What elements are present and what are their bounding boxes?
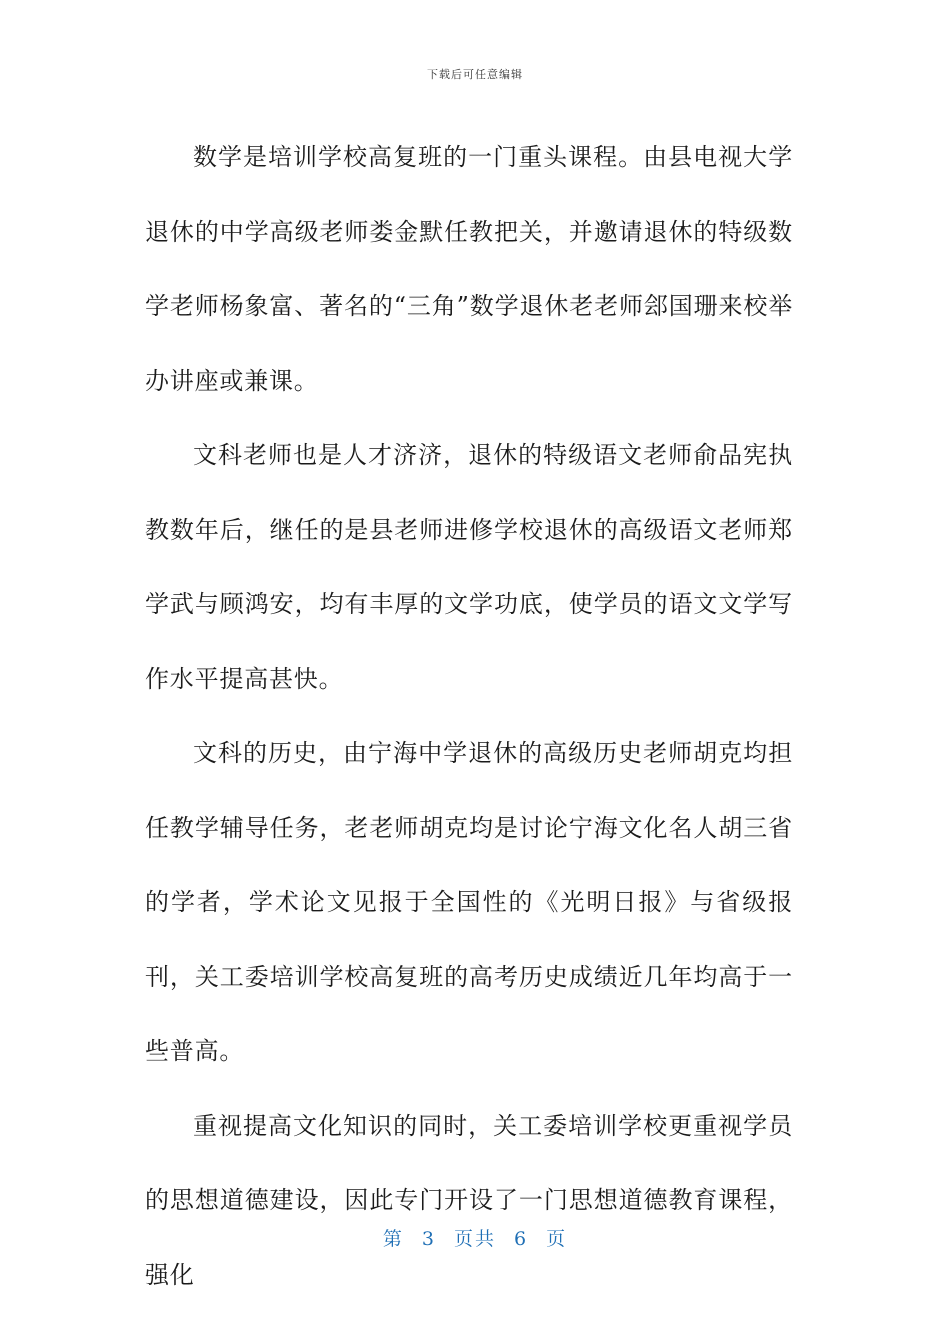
footer-middle: 页共 bbox=[453, 1228, 496, 1250]
footer-suffix: 页 bbox=[546, 1228, 568, 1250]
current-page-number: 3 bbox=[421, 1228, 436, 1250]
total-page-number: 6 bbox=[514, 1228, 529, 1250]
page-header: 下载后可任意编辑 bbox=[427, 68, 523, 81]
paragraph: 数学是培训学校高复班的一门重头课程。由县电视大学退休的中学高级老师娄金默任教把关，并邀请退休的特级数学老师杨象富、著名的“三角”数学退休老老师郐国珊来校举办讲座或兼课。 bbox=[145, 143, 793, 395]
paragraph: 文科的历史，由宁海中学退休的高级历史老师胡克均担任教学辅导任务，老老师胡克均是讨论宁海文化名人胡三省的学者，学术论文见报于全国性的《光明日报》与省级报刊，关工委培训学校高复班的高考历史成绩近几年均高于一些普高。 bbox=[145, 739, 793, 1065]
page-footer bbox=[0, 1224, 950, 1251]
paragraph: 重视提高文化知识的同时，关工委培训学校更重视学员的思想道德建设，因此专门开设了一门思想道德教育课程，强化 bbox=[145, 1111, 793, 1289]
document-body bbox=[145, 120, 793, 1312]
footer-prefix: 第 bbox=[382, 1228, 404, 1250]
paragraph: 文科老师也是人才济济，退休的特级语文老师俞品宪执教数年后，继任的是县老师进修学校退休的高级语文老师郑学武与顾鸿安，均有丰厚的文学功底，使学员的语文文学写作水平提高甚快。 bbox=[145, 441, 793, 693]
